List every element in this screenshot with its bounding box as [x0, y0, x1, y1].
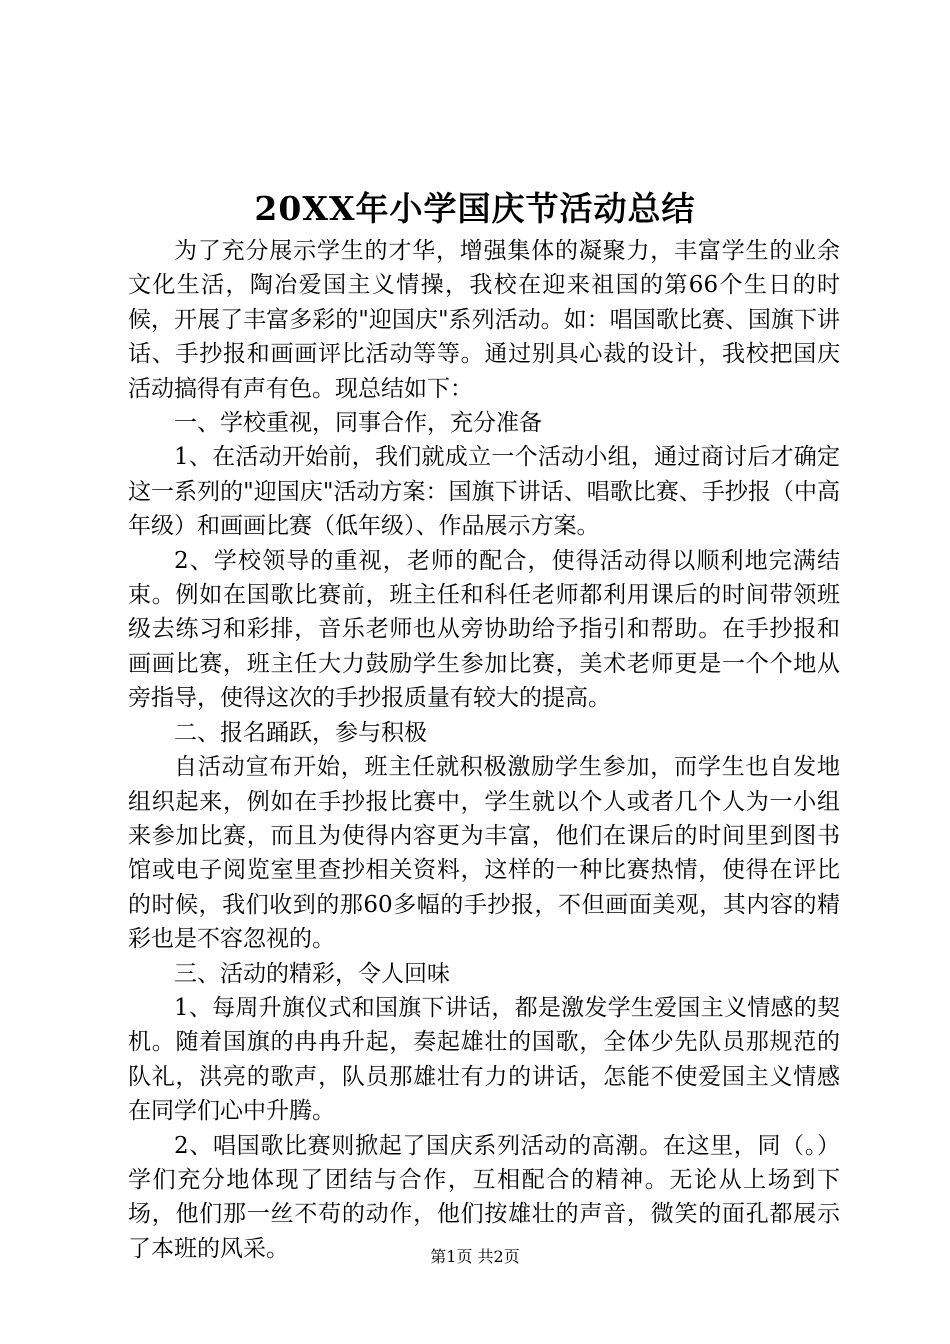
document-body: [128, 234, 840, 1266]
section-heading-3: 三、活动的精彩，令人回味: [174, 960, 450, 987]
paragraph-1-1: 1、在活动开始前，我们就成立一个活动小组，通过商讨后才确定这一系列的"迎国庆"活动方案：国旗下讲话、唱歌比赛、手抄报（中高年级）和画画比赛（低年级）、作品展示方案。: [128, 444, 840, 540]
page-number-footer: 第1页 共2页: [430, 1247, 520, 1266]
paragraph-3-1: 1、每周升旗仪式和国旗下讲话，都是激发学生爱国主义情感的契机。随着国旗的冉冉升起，奏起雄壮的国歌，全体少先队员那规范的队礼，洪亮的歌声，队员那雄壮有力的讲话，怎能不使爱国主义情感在同学们心中升腾。: [128, 994, 840, 1125]
paragraph-1-2: 2、学校领导的重视，老师的配合，使得活动得以顺利地完满结束。例如在国歌比赛前，班主任和科任老师都利用课后的时间带领班级去练习和彩排，音乐老师也从旁协助给予指引和帮助。在手抄报和画画比赛，班主任大力鼓励学生参加比赛，美术老师更是一个个地从旁指导，使得这次的手抄报质量有较大的提高。: [128, 547, 840, 712]
paragraph-intro: 为了充分展示学生的才华，增强集体的凝聚力，丰富学生的业余文化生活，陶冶爱国主义情操，我校在迎来祖国的第66个生日的时候，开展了丰富多彩的"迎国庆"系列活动。如：唱国歌比赛、国旗下讲话、手抄报和画画评比活动等等。通过别具心裁的设计，我校把国庆活动搞得有声有色。现总结如下：: [128, 238, 840, 402]
paragraph-2: 自活动宣布开始，班主任就积极激励学生参加，而学生也自发地组织起来，例如在手抄报比赛中，学生就以个人或者几个人为一小组来参加比赛，而且为使得内容更为丰富，他们在课后的时间里到图书馆或电子阅览室里查抄相关资料，这样的一种比赛热情，使得在评比的时候，我们收到的那60多幅的手抄报，不但画面美观，其内容的精彩也是不容忽视的。: [128, 754, 840, 953]
section-heading-1: 一、学校重视，同事合作，充分准备: [174, 410, 542, 437]
section-heading-2: 二、报名踊跃，参与积极: [174, 719, 427, 746]
paragraph-3-2: 2、唱国歌比赛则掀起了国庆系列活动的高潮。在这里，同（。）学们充分地体现了团结与合作，互相配合的精神。无论从上场到下场，他们那一丝不苟的动作，他们按雄壮的声音，微笑的面孔都展示了本班的风采。: [128, 1132, 840, 1262]
document-title: 20XX年小学国庆节活动总结: [254, 189, 696, 228]
